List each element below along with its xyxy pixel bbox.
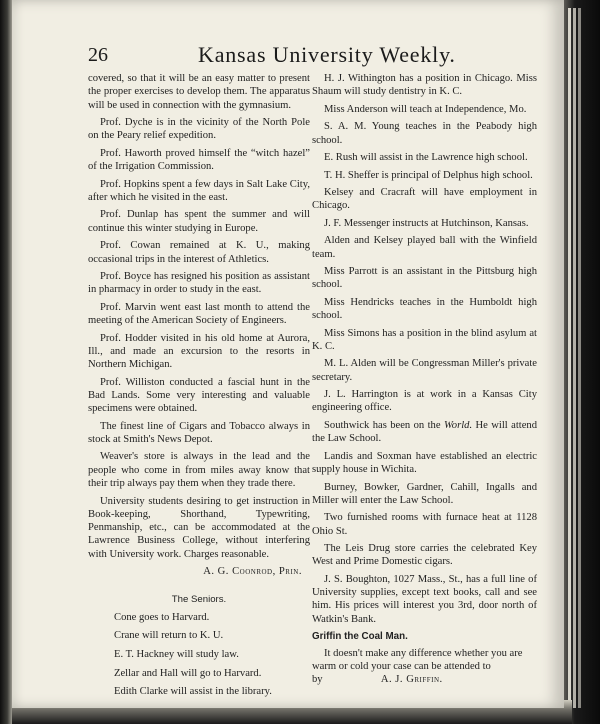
advertisement: The finest line of Cigars and Tobacco always in stock at Smith's News Depot. — [88, 420, 310, 445]
right-column — [312, 72, 537, 691]
paragraph: J. L. Harrington is at work in a Kansas City engineering office. — [312, 389, 537, 414]
paragraph — [312, 419, 537, 446]
book-binding-edge — [0, 0, 12, 724]
paragraph: T. H. Sheffer is principal of Delphus high school. — [324, 169, 533, 181]
book-fore-edge — [564, 0, 600, 724]
list-item: Crane will return to K. U. — [114, 630, 224, 642]
list-item: Edith Clarke will assist in the library. — [114, 686, 272, 698]
advertisement: J. S. Boughton, 1027 Mass., St., has a full line of University supplies, except text books, call and see him. His prices will interest you 3rd, door north of Watkin's Bank. — [312, 573, 537, 625]
paragraph: Prof. Dunlap has spent the summer and will continue this winter studying in Europe. — [88, 209, 310, 234]
paragraph: Prof. Hopkins spent a few days in Salt Lake City, after which he visited in the east. — [88, 178, 310, 203]
paragraph: Prof. Boyce has resigned his position as assistant in pharmacy in order to study in the east. — [88, 270, 310, 296]
page-edge — [578, 8, 581, 708]
paragraph: J. F. Messenger instructs at Hutchinson, Kansas. — [324, 217, 529, 229]
advertisement: The Leis Drug store carries the celebrated Key West and Prime Domestic cigars. — [312, 543, 537, 568]
page-number: 26 — [88, 44, 108, 66]
paragraph: Miss Simons has a position in the blind asylum at K. C. — [312, 327, 537, 352]
paragraph: Prof. Haworth proved himself the “witch hazel” of the Irrigation Commission. — [88, 147, 310, 173]
paragraph: Alden and Kelsey played ball with the Winfield team. — [312, 235, 537, 260]
paragraph: Prof. Cowan remained at K. U., making occasional trips in the interest of Athletics. — [88, 240, 310, 265]
list-item: Zellar and Hall will go to Harvard. — [114, 667, 262, 679]
section-heading-seniors: The Seniors. — [171, 593, 227, 605]
text-run: Southwick has been on the — [324, 419, 444, 431]
paragraph: Miss Parrott is an assistant in the Pittsburg high school. — [312, 266, 537, 291]
signature: A. G. Coonrod, Prin. — [203, 566, 302, 578]
paragraph: Miss Anderson will teach at Independence, Mo. — [324, 103, 527, 115]
paragraph: M. L. Alden will be Congressman Miller's private secretary. — [312, 358, 537, 383]
paragraph: H. J. Withington has a position in Chicago. Miss Shaum will study dentistry in K. C. — [312, 73, 537, 98]
list-item: Cone goes to Harvard. — [114, 611, 210, 623]
paragraph: Prof. Marvin went east last month to attend the meeting of the American Society of Engineers. — [88, 301, 310, 327]
paragraph: Burney, Bowker, Gardner, Cahill, Ingalls and Miller will enter the Law School. — [312, 481, 537, 506]
paragraph: E. Rush will assist in the Lawrence high school. — [324, 152, 528, 164]
paragraph: S. A. M. Young teaches in the Peabody high school. — [312, 121, 537, 146]
paragraph: Prof. Williston conducted a fascial hunt in the Bad Lands. Some very interesting and valuable specimens were obtained. — [88, 376, 310, 415]
page-edge — [568, 8, 571, 708]
text-run: It doesn't make any difference whether you are warm or cold your case can be attended to by — [312, 647, 523, 686]
list-item: E. T. Hackney will study law. — [114, 649, 239, 661]
section-heading-griffin: Griffin the Coal Man. — [312, 631, 408, 643]
paragraph: Prof. Dyche is in the vicinity of the North Pole on the Peary relief expedition. — [88, 117, 310, 142]
paragraph: Prof. Hodder visited in his old home at Aurora, Ill., and made an excursion to the resorts in Northern Michigan. — [88, 332, 310, 371]
publication-title: Kansas University Weekly. — [198, 42, 456, 67]
signature: A. J. Griffin. — [380, 674, 443, 686]
paragraph: Miss Hendricks teaches in the Humboldt high school. — [312, 296, 537, 322]
paragraph: Landis and Soxman have established an electric supply house in Wichita. — [312, 450, 537, 476]
advertisement — [312, 647, 537, 687]
text-run: He will attend the Law School. — [312, 419, 537, 445]
page-header — [12, 40, 564, 70]
advertisement: Weaver's store is always in the lead and the people who come in from miles away know that their trip always pay them when they trade there. — [88, 451, 310, 490]
left-column — [88, 72, 310, 704]
newspaper-title: World. — [443, 419, 473, 431]
page-edge — [573, 8, 576, 708]
advertisement: University students desiring to get instruction in Book-keeping, Shorthand, Typewriting, Penmanship, etc., can be accommodated at the Lawrence Business College, without interfering with University work. Charges reasonable. — [88, 495, 310, 560]
advertisement: Two furnished rooms with furnace heat at 1128 Ohio St. — [312, 512, 537, 537]
magazine-page — [12, 0, 564, 708]
paragraph: Kelsey and Cracraft will have employment in Chicago. — [312, 187, 537, 212]
paragraph: covered, so that it will be an easy matter to present the proper exercises to develop them. The apparatus will be used in connection with the gymnasium. — [88, 73, 310, 111]
